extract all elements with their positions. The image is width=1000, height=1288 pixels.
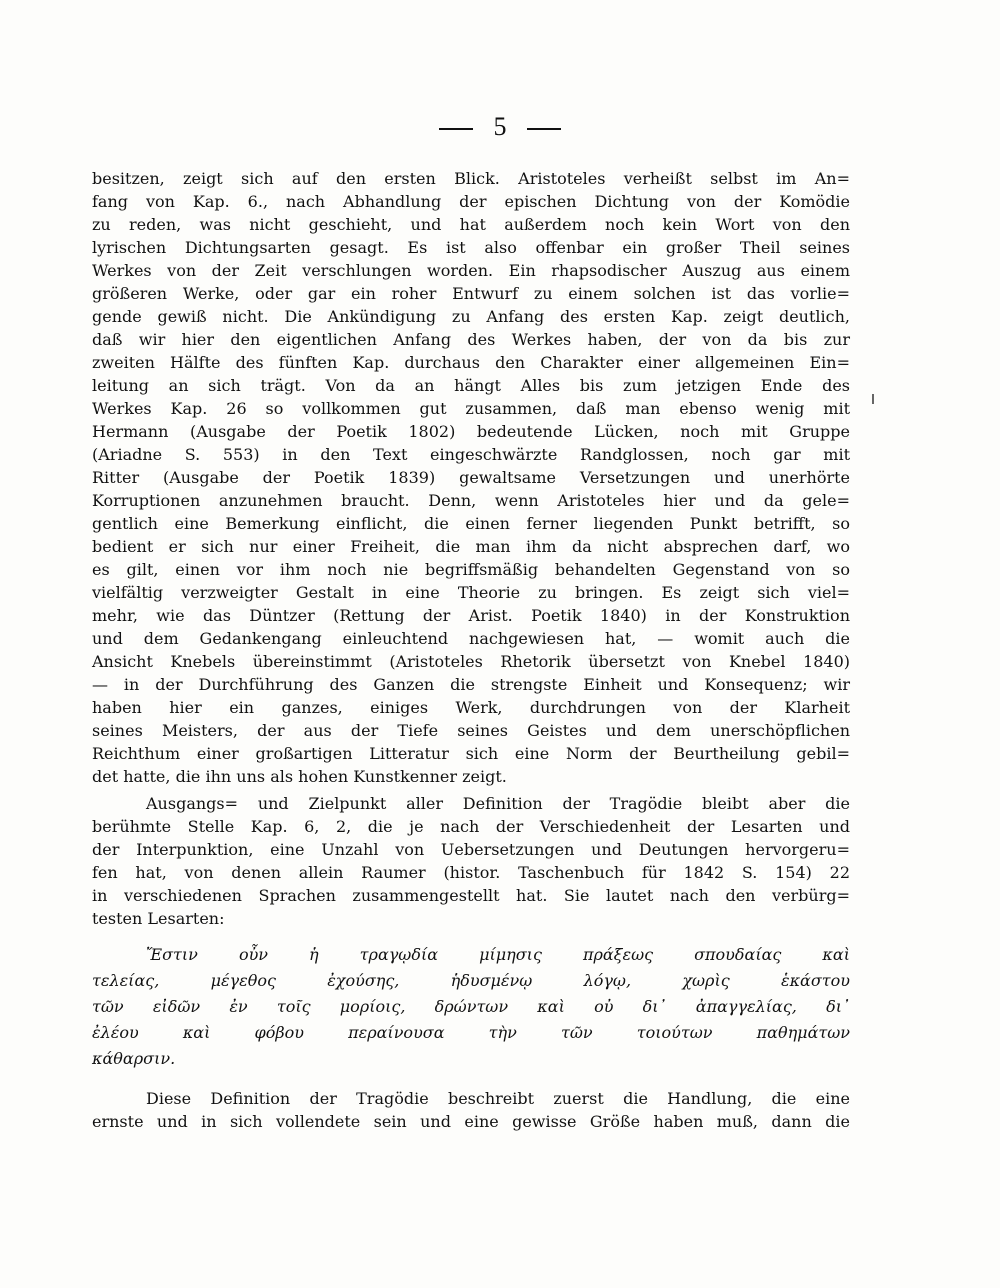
text-line: Werkes Kap. 26 so vollkommen gut zusammen, daß man ebenso wenig mit <box>92 399 850 418</box>
text-line: leitung an sich trägt. Von da an hängt Alles bis zum jetzigen Ende des <box>92 376 850 395</box>
text-line: testen Lesarten: <box>92 909 225 928</box>
text-line: Werkes von der Zeit verschlungen worden. Ein rhapsodischer Auszug aus einem <box>92 261 850 280</box>
text-line: Korruptionen anzunehmen braucht. Denn, wenn Aristoteles hier und da gele= <box>92 491 850 510</box>
text-line: mehr, wie das Düntzer (Rettung der Arist. Poetik 1840) in der Konstruktion <box>92 606 850 625</box>
text-line: es gilt, einen vor ihm noch nie begriffsmäßig behandelten Gegenstand von so <box>92 560 850 579</box>
text-line: Ausgangs= und Zielpunkt aller Definition der Tragödie bleibt aber die <box>146 794 850 813</box>
header-dash-right <box>527 128 561 130</box>
text-line: Hermann (Ausgabe der Poetik 1802) bedeutende Lücken, noch mit Gruppe <box>92 422 850 441</box>
text-line: größeren Werke, oder gar ein roher Entwurf zu einem solchen ist das vorlie= <box>92 284 850 303</box>
text-line: und dem Gedankengang einleuchtend nachgewiesen hat, — womit auch die <box>92 629 850 648</box>
text-line: zweiten Hälfte des fünften Kap. durchaus den Charakter einer allgemeinen Ein= <box>92 353 850 372</box>
text-line: bedient er sich nur einer Freiheit, die man ihm da nicht absprechen darf, wo <box>92 537 850 556</box>
text-line: daß wir hier den eigentlichen Anfang des Werkes haben, der von da bis zur <box>92 330 850 349</box>
page-header <box>0 112 1000 142</box>
text-line: fang von Kap. 6., nach Abhandlung der epischen Dichtung von der Komödie <box>92 192 850 211</box>
text-line: Ansicht Knebels übereinstimmt (Aristoteles Rhetorik übersetzt von Knebel 1840) <box>92 652 850 671</box>
margin-mark <box>872 394 874 404</box>
text-line: ernste und in sich vollendete sein und eine gewisse Größe haben muß, dann die <box>92 1112 850 1131</box>
text-line: berühmte Stelle Kap. 6, 2, die je nach der Verschiedenheit der Lesarten und <box>92 817 850 836</box>
text-line: Diese Definition der Tragödie beschreibt zuerst die Handlung, die eine <box>146 1089 850 1108</box>
text-line: — in der Durchführung des Ganzen die strengste Einheit und Konsequenz; wir <box>92 675 850 694</box>
page-number: 5 <box>493 112 507 141</box>
header-dash-left <box>439 128 473 130</box>
text-line: gentlich eine Bemerkung einflicht, die einen ferner liegenden Punkt betrifft, so <box>92 514 850 533</box>
text-line: vielfältig verzweigter Gestalt in eine Theorie zu bringen. Es zeigt sich viel= <box>92 583 850 602</box>
text-line: gende gewiß nicht. Die Ankündigung zu Anfang des ersten Kap. zeigt deutlich, <box>92 307 850 326</box>
text-line: Reichthum einer großartigen Litteratur sich eine Norm der Beurtheilung gebil= <box>92 744 850 763</box>
text-line: lyrischen Dichtungsarten gesagt. Es ist also offenbar ein großer Theil seines <box>92 238 850 257</box>
quote-line: τελείας, μέγεθος ἐχούσης, ἡδυσμένῳ λόγῳ, χωρὶς ἑκάστου <box>92 971 850 990</box>
text-line: Ritter (Ausgabe der Poetik 1839) gewaltsame Versetzungen und unerhörte <box>92 468 850 487</box>
text-line: det hatte, die ihn uns als hohen Kunstkenner zeigt. <box>92 767 507 786</box>
text-line: besitzen, zeigt sich auf den ersten Blick. Aristoteles verheißt selbst im An= <box>92 169 850 188</box>
text-line: (Ariadne S. 553) in den Text eingeschwärzte Randglossen, noch gar mit <box>92 445 850 464</box>
quote-line: Ἔστιν οὖν ἡ τραγῳδία μίμησις πράξεως σπουδαίας καὶ <box>146 945 850 964</box>
text-line: fen hat, von denen allein Raumer (histor. Taschenbuch für 1842 S. 154) 22 <box>92 863 850 882</box>
text-line: seines Meisters, der aus der Tiefe seines Geistes und dem unerschöpflichen <box>92 721 850 740</box>
text-line: der Interpunktion, eine Unzahl von Uebersetzungen und Deutungen hervorgeru= <box>92 840 850 859</box>
text-line: in verschiedenen Sprachen zusammengestellt hat. Sie lautet nach den verbürg= <box>92 886 850 905</box>
quote-line: ἐλέου καὶ φόβου περαίνουσα τὴν τῶν τοιούτων παθημάτων <box>92 1023 850 1042</box>
quote-line: τῶν εἰδῶν ἐν τοῖς μορίοις, δρώντων καὶ οὐ δι᾽ ἀπαγγελίας, δι᾽ <box>92 997 850 1016</box>
quote-line: κάθαρσιν. <box>92 1049 176 1068</box>
text-line: haben hier ein ganzes, einiges Werk, durchdrungen von der Klarheit <box>92 698 850 717</box>
text-line: zu reden, was nicht geschieht, und hat außerdem noch kein Wort von den <box>92 215 850 234</box>
